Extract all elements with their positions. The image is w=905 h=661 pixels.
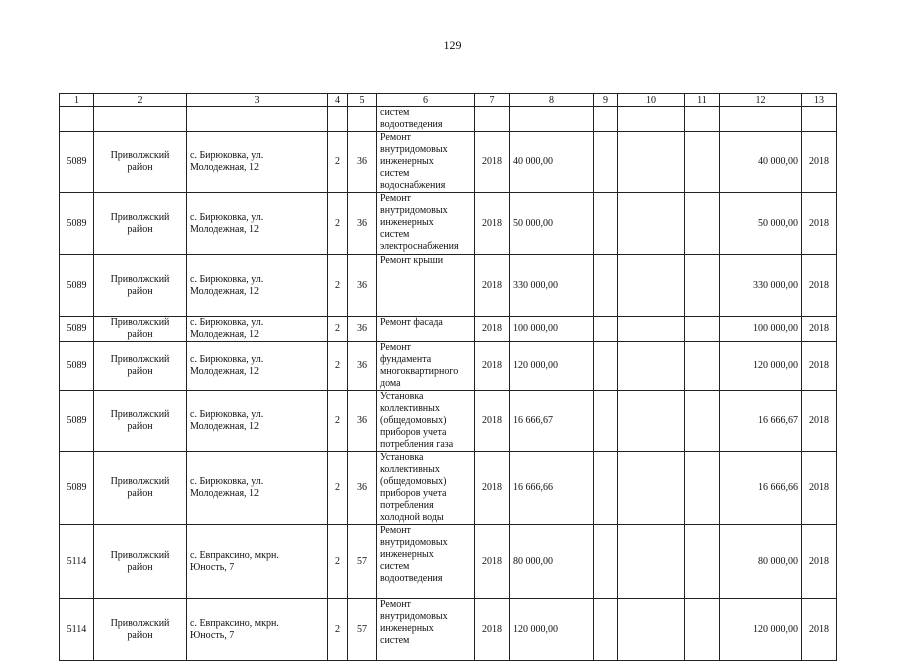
address-line: с. Бирюковка, ул. bbox=[190, 354, 264, 365]
work-description-line: Ремонт bbox=[380, 193, 411, 204]
total-amount: 50 000,00 bbox=[510, 193, 594, 255]
work-description-line: систем bbox=[380, 635, 410, 646]
col-5: 36 bbox=[348, 193, 377, 255]
col-10 bbox=[618, 525, 685, 599]
empty-cell bbox=[594, 107, 618, 132]
works-table bbox=[59, 93, 837, 661]
work-description-line: Ремонт bbox=[380, 525, 411, 536]
work-description-line: Установка bbox=[380, 452, 424, 463]
column-number-6: 6 bbox=[377, 94, 475, 107]
col-9 bbox=[594, 317, 618, 342]
amount: 16 666,67 bbox=[720, 391, 802, 452]
col-11 bbox=[685, 452, 720, 525]
work-description bbox=[377, 255, 475, 317]
amount: 16 666,66 bbox=[720, 452, 802, 525]
object-id: 5089 bbox=[60, 342, 94, 391]
address-line: Молодежная, 12 bbox=[190, 488, 260, 499]
col-10 bbox=[618, 193, 685, 255]
district-line: Приволжский bbox=[110, 211, 170, 223]
work-description bbox=[377, 452, 475, 525]
district-line: район bbox=[127, 223, 153, 235]
work-description-line: (общедомовых) bbox=[380, 476, 447, 487]
empty-cell bbox=[187, 107, 328, 132]
district-line: Приволжский bbox=[110, 617, 170, 629]
empty-cell bbox=[510, 107, 594, 132]
col-9 bbox=[594, 391, 618, 452]
total-amount: 80 000,00 bbox=[510, 525, 594, 599]
col-4: 2 bbox=[328, 452, 348, 525]
column-number-12: 12 bbox=[720, 94, 802, 107]
district bbox=[94, 599, 187, 661]
column-number-8: 8 bbox=[510, 94, 594, 107]
work-description bbox=[377, 132, 475, 193]
col-5: 36 bbox=[348, 452, 377, 525]
work-description-line: электроснабжения bbox=[380, 241, 459, 252]
work-description bbox=[377, 193, 475, 255]
empty-cell bbox=[475, 107, 510, 132]
col-11 bbox=[685, 132, 720, 193]
address-line: с. Бирюковка, ул. bbox=[190, 409, 264, 420]
col-10 bbox=[618, 342, 685, 391]
work-description-line: Ремонт bbox=[380, 342, 411, 353]
empty-cell bbox=[720, 107, 802, 132]
col-11 bbox=[685, 317, 720, 342]
district-line: Приволжский bbox=[110, 150, 170, 161]
year: 2018 bbox=[475, 525, 510, 599]
address bbox=[187, 525, 328, 599]
work-description bbox=[377, 342, 475, 391]
object-id: 5089 bbox=[60, 132, 94, 193]
address-line: Юность, 7 bbox=[190, 561, 235, 573]
year: 2018 bbox=[475, 599, 510, 661]
address-line: Молодежная, 12 bbox=[190, 285, 260, 297]
col-4: 2 bbox=[328, 391, 348, 452]
col-5: 36 bbox=[348, 342, 377, 391]
amount: 330 000,00 bbox=[720, 255, 802, 317]
address-line: с. Бирюковка, ул. bbox=[190, 317, 264, 328]
work-description-line: Ремонт bbox=[380, 599, 411, 610]
col-9 bbox=[594, 525, 618, 599]
empty-cell bbox=[94, 107, 187, 132]
address bbox=[187, 342, 328, 391]
district-line: район bbox=[127, 488, 153, 499]
col-5: 57 bbox=[348, 599, 377, 661]
column-number-13: 13 bbox=[802, 94, 837, 107]
total-amount: 330 000,00 bbox=[510, 255, 594, 317]
work-description-line: Ремонт bbox=[380, 132, 411, 143]
work-description-line: инженерных bbox=[380, 156, 434, 167]
total-amount: 100 000,00 bbox=[510, 317, 594, 342]
address-line: с. Бирюковка, ул. bbox=[190, 476, 264, 487]
address-line: Юность, 7 bbox=[190, 629, 235, 641]
completion-year: 2018 bbox=[802, 452, 837, 525]
empty-cell bbox=[328, 107, 348, 132]
year: 2018 bbox=[475, 193, 510, 255]
district-line: Приволжский bbox=[110, 549, 170, 561]
district-line: район bbox=[127, 329, 153, 340]
address bbox=[187, 452, 328, 525]
table-row bbox=[60, 452, 837, 525]
district-line: район bbox=[127, 561, 153, 573]
column-number-9: 9 bbox=[594, 94, 618, 107]
district bbox=[94, 132, 187, 193]
district bbox=[94, 193, 187, 255]
district-line: район bbox=[127, 629, 153, 641]
col-4: 2 bbox=[328, 342, 348, 391]
work-description-line: систем bbox=[380, 168, 410, 179]
col-11 bbox=[685, 255, 720, 317]
district-line: Приволжский bbox=[110, 476, 170, 487]
completion-year: 2018 bbox=[802, 255, 837, 317]
work-description-line: инженерных bbox=[380, 549, 434, 560]
address bbox=[187, 255, 328, 317]
work-description bbox=[377, 107, 475, 132]
work-description-line: приборов учета bbox=[380, 427, 447, 438]
work-description-line: дома bbox=[380, 378, 401, 389]
total-amount: 16 666,67 bbox=[510, 391, 594, 452]
empty-cell bbox=[618, 107, 685, 132]
column-number-10: 10 bbox=[618, 94, 685, 107]
column-number-1: 1 bbox=[60, 94, 94, 107]
table-row bbox=[60, 132, 837, 193]
col-4: 2 bbox=[328, 525, 348, 599]
work-description bbox=[377, 525, 475, 599]
district bbox=[94, 525, 187, 599]
empty-cell bbox=[60, 107, 94, 132]
work-description bbox=[377, 317, 475, 342]
col-5: 36 bbox=[348, 391, 377, 452]
object-id: 5089 bbox=[60, 255, 94, 317]
work-description-line: Ремонт крыши bbox=[380, 255, 444, 266]
work-description-line: Ремонт фасада bbox=[380, 317, 443, 328]
amount: 120 000,00 bbox=[720, 599, 802, 661]
column-number-3: 3 bbox=[187, 94, 328, 107]
completion-year: 2018 bbox=[802, 193, 837, 255]
address-line: с. Бирюковка, ул. bbox=[190, 150, 264, 161]
work-description-line: водоотведения bbox=[380, 573, 443, 584]
col-10 bbox=[618, 391, 685, 452]
work-description-line: систем bbox=[380, 229, 410, 240]
object-id: 5089 bbox=[60, 193, 94, 255]
amount: 40 000,00 bbox=[720, 132, 802, 193]
amount: 100 000,00 bbox=[720, 317, 802, 342]
column-number-2: 2 bbox=[94, 94, 187, 107]
district-line: район bbox=[127, 366, 153, 377]
address-line: с. Евпраксино, мкрн. bbox=[190, 549, 279, 561]
work-description-line: коллективных bbox=[380, 464, 440, 475]
year: 2018 bbox=[475, 255, 510, 317]
district-line: район bbox=[127, 162, 153, 173]
col-4: 2 bbox=[328, 193, 348, 255]
col-9 bbox=[594, 599, 618, 661]
district-line: Приволжский bbox=[110, 354, 170, 365]
total-amount: 16 666,66 bbox=[510, 452, 594, 525]
work-description-line: Установка bbox=[380, 391, 424, 402]
amount: 50 000,00 bbox=[720, 193, 802, 255]
address-line: с. Евпраксино, мкрн. bbox=[190, 617, 279, 629]
col-4: 2 bbox=[328, 255, 348, 317]
work-description-line: внутридомовых bbox=[380, 611, 448, 622]
table-row bbox=[60, 599, 837, 661]
col-10 bbox=[618, 317, 685, 342]
table-row bbox=[60, 525, 837, 599]
district bbox=[94, 342, 187, 391]
work-description-line: потребления bbox=[380, 500, 434, 511]
work-description-line: водоотведения bbox=[380, 119, 443, 130]
work-description-line: холодной воды bbox=[380, 512, 444, 523]
col-11 bbox=[685, 391, 720, 452]
col-5: 57 bbox=[348, 525, 377, 599]
address bbox=[187, 317, 328, 342]
year: 2018 bbox=[475, 452, 510, 525]
completion-year: 2018 bbox=[802, 132, 837, 193]
work-description-line: фундамента bbox=[380, 354, 432, 365]
year: 2018 bbox=[475, 342, 510, 391]
col-5: 36 bbox=[348, 255, 377, 317]
table-row bbox=[60, 255, 837, 317]
col-4: 2 bbox=[328, 599, 348, 661]
col-5: 36 bbox=[348, 132, 377, 193]
work-description-line: водоснабжения bbox=[380, 180, 446, 191]
column-number-5: 5 bbox=[348, 94, 377, 107]
object-id: 5114 bbox=[60, 599, 94, 661]
column-number-4: 4 bbox=[328, 94, 348, 107]
col-9 bbox=[594, 132, 618, 193]
col-10 bbox=[618, 255, 685, 317]
page-number: 129 bbox=[443, 38, 462, 52]
col-10 bbox=[618, 599, 685, 661]
work-description-line: приборов учета bbox=[380, 488, 447, 499]
address-line: Молодежная, 12 bbox=[190, 223, 260, 235]
district-line: Приволжский bbox=[110, 273, 170, 285]
address bbox=[187, 132, 328, 193]
object-id: 5089 bbox=[60, 317, 94, 342]
completion-year: 2018 bbox=[802, 342, 837, 391]
address bbox=[187, 391, 328, 452]
year: 2018 bbox=[475, 317, 510, 342]
work-description-line: инженерных bbox=[380, 217, 434, 228]
work-description-line: (общедомовых) bbox=[380, 415, 447, 426]
address-line: с. Бирюковка, ул. bbox=[190, 211, 264, 223]
work-description-line: систем bbox=[380, 107, 410, 118]
address bbox=[187, 599, 328, 661]
amount: 80 000,00 bbox=[720, 525, 802, 599]
empty-cell bbox=[685, 107, 720, 132]
col-11 bbox=[685, 342, 720, 391]
district bbox=[94, 452, 187, 525]
table-row bbox=[60, 317, 837, 342]
completion-year: 2018 bbox=[802, 317, 837, 342]
district bbox=[94, 255, 187, 317]
col-10 bbox=[618, 452, 685, 525]
col-11 bbox=[685, 193, 720, 255]
col-11 bbox=[685, 599, 720, 661]
work-description-line: многоквартирного bbox=[380, 366, 459, 377]
continuation-row bbox=[60, 107, 837, 132]
work-description-line: внутридомовых bbox=[380, 537, 448, 548]
column-number-row bbox=[60, 94, 837, 107]
column-number-7: 7 bbox=[475, 94, 510, 107]
table-row bbox=[60, 342, 837, 391]
col-10 bbox=[618, 132, 685, 193]
work-description bbox=[377, 599, 475, 661]
col-11 bbox=[685, 525, 720, 599]
col-9 bbox=[594, 342, 618, 391]
col-4: 2 bbox=[328, 317, 348, 342]
district bbox=[94, 317, 187, 342]
district-line: Приволжский bbox=[110, 317, 170, 328]
work-description-line: инженерных bbox=[380, 623, 434, 634]
empty-cell bbox=[348, 107, 377, 132]
col-4: 2 bbox=[328, 132, 348, 193]
object-id: 5089 bbox=[60, 391, 94, 452]
address-line: Молодежная, 12 bbox=[190, 162, 260, 173]
address-line: Молодежная, 12 bbox=[190, 329, 260, 340]
completion-year: 2018 bbox=[802, 599, 837, 661]
work-description bbox=[377, 391, 475, 452]
col-5: 36 bbox=[348, 317, 377, 342]
address-line: Молодежная, 12 bbox=[190, 421, 260, 432]
empty-cell bbox=[802, 107, 837, 132]
district-line: район bbox=[127, 285, 153, 297]
table-row bbox=[60, 193, 837, 255]
completion-year: 2018 bbox=[802, 525, 837, 599]
year: 2018 bbox=[475, 391, 510, 452]
district-line: Приволжский bbox=[110, 409, 170, 420]
address bbox=[187, 193, 328, 255]
address-line: Молодежная, 12 bbox=[190, 366, 260, 377]
district-line: район bbox=[127, 421, 153, 432]
col-9 bbox=[594, 255, 618, 317]
table-row bbox=[60, 391, 837, 452]
col-9 bbox=[594, 452, 618, 525]
address-line: с. Бирюковка, ул. bbox=[190, 273, 264, 285]
work-description-line: внутридомовых bbox=[380, 144, 448, 155]
total-amount: 120 000,00 bbox=[510, 599, 594, 661]
work-description-line: систем bbox=[380, 561, 410, 572]
year: 2018 bbox=[475, 132, 510, 193]
amount: 120 000,00 bbox=[720, 342, 802, 391]
object-id: 5089 bbox=[60, 452, 94, 525]
total-amount: 40 000,00 bbox=[510, 132, 594, 193]
work-description-line: коллективных bbox=[380, 403, 440, 414]
work-description-line: внутридомовых bbox=[380, 205, 448, 216]
work-description-line: потребления газа bbox=[380, 439, 454, 450]
completion-year: 2018 bbox=[802, 391, 837, 452]
col-9 bbox=[594, 193, 618, 255]
total-amount: 120 000,00 bbox=[510, 342, 594, 391]
column-number-11: 11 bbox=[685, 94, 720, 107]
object-id: 5114 bbox=[60, 525, 94, 599]
district bbox=[94, 391, 187, 452]
